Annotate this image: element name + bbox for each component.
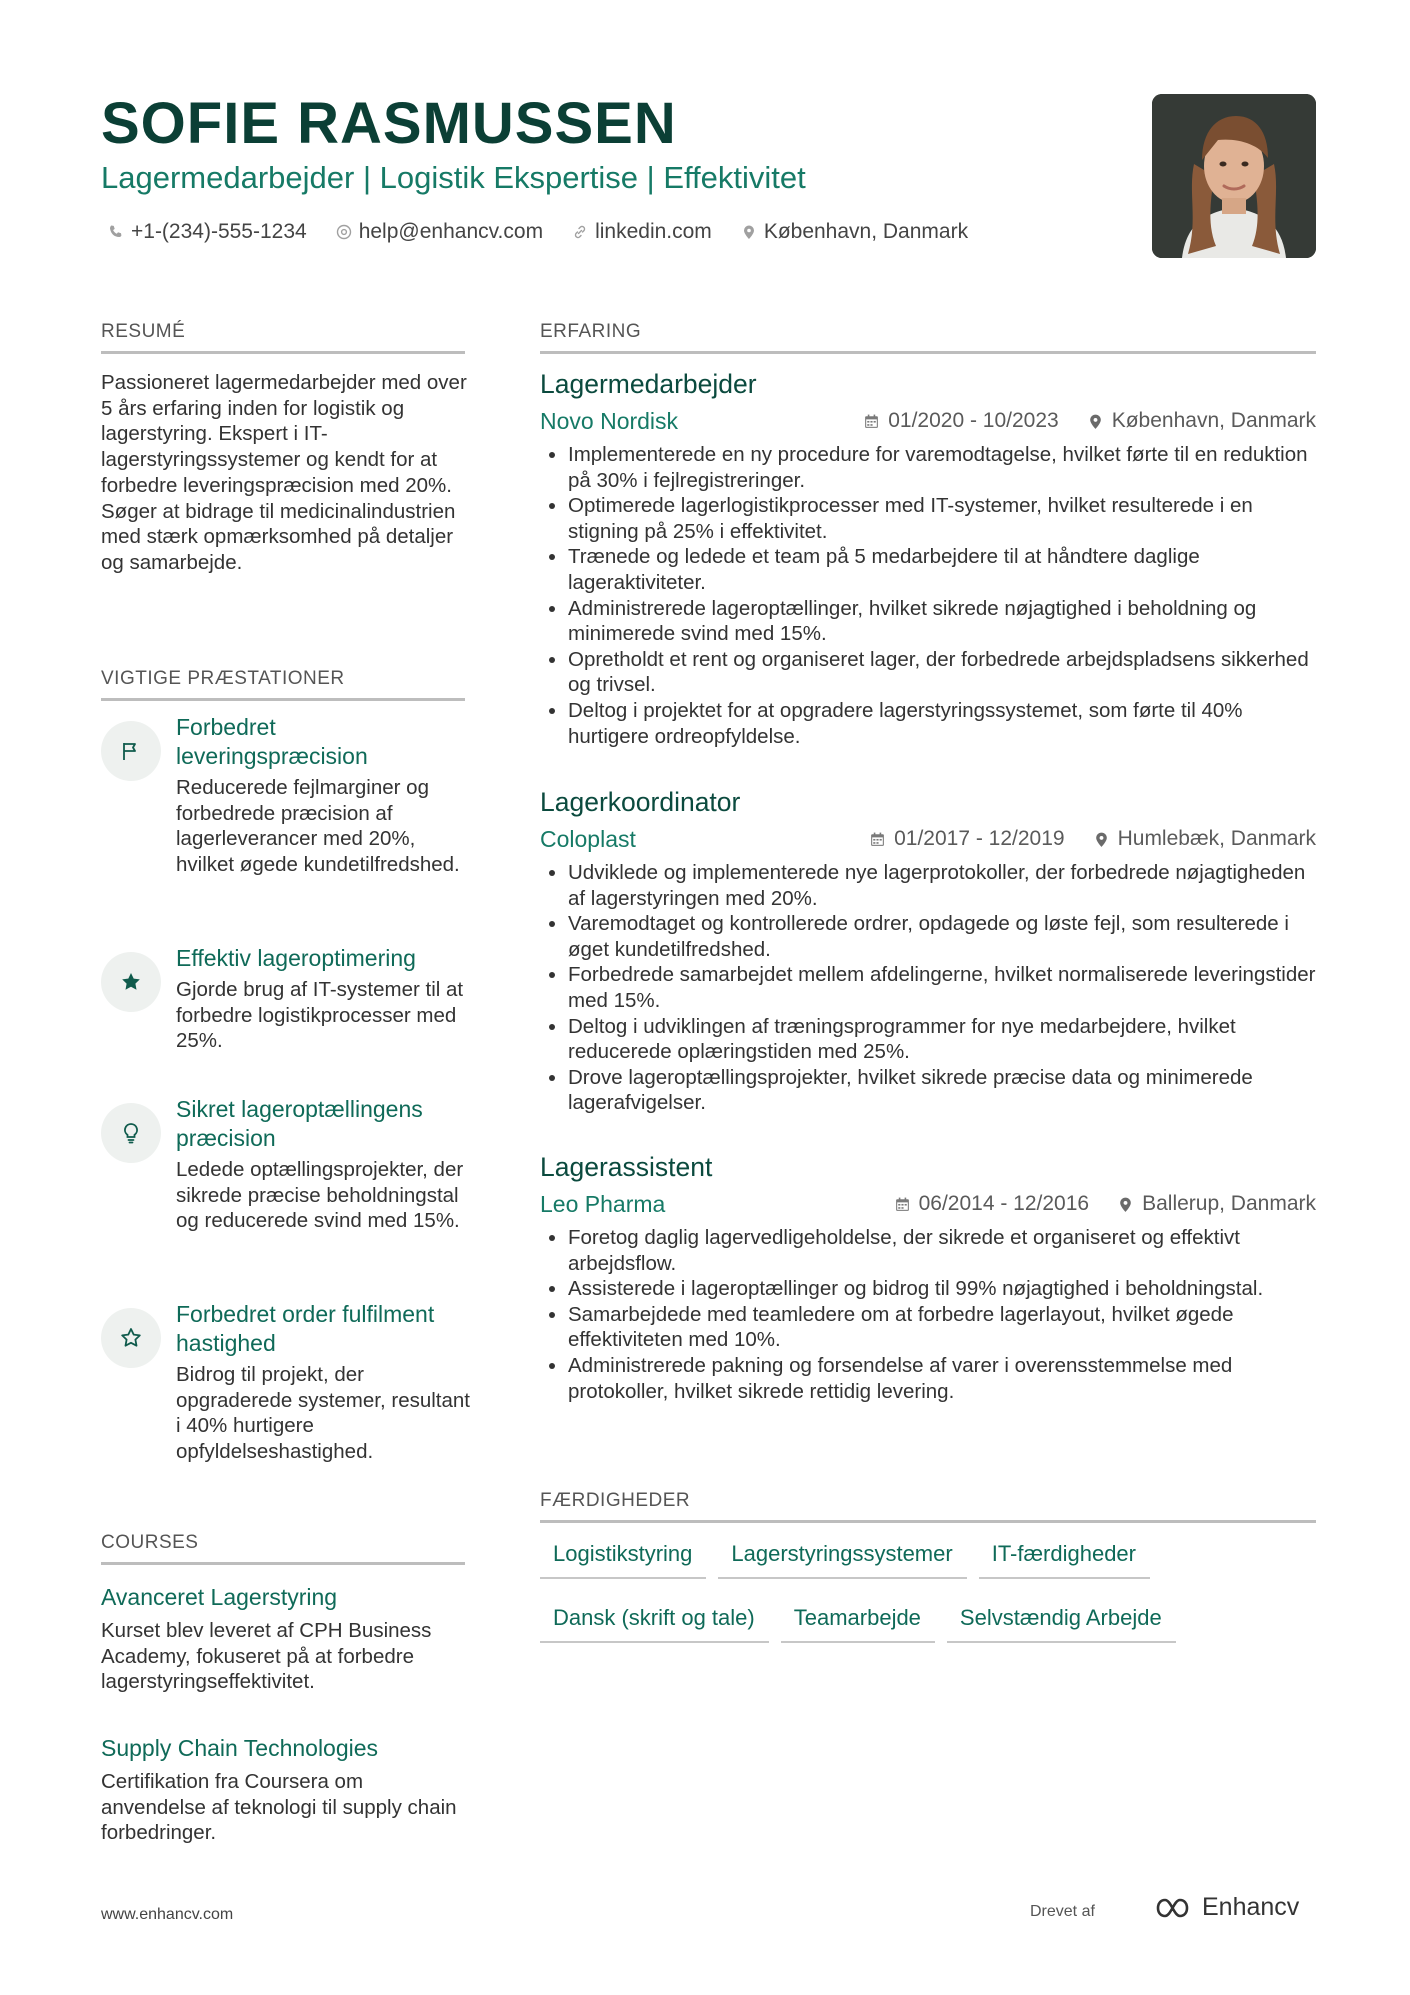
skills-list bbox=[540, 1537, 1316, 1643]
contact-phone[interactable] bbox=[107, 220, 307, 244]
course-title: Supply Chain Technologies bbox=[101, 1735, 379, 1761]
job-bullets bbox=[540, 1225, 1316, 1404]
calendar-icon bbox=[869, 831, 886, 848]
location-icon bbox=[740, 223, 758, 241]
contact-linkedin-text: linkedin.com bbox=[595, 220, 712, 243]
skill-tag: Dansk (skrift og tale) bbox=[540, 1601, 769, 1643]
achievement-title: Forbedret leveringspræcision bbox=[176, 714, 368, 769]
course-desc: Kurset blev leveret af CPH Business Academy, fokuseret på at forbedre lagerstyringseffektivitet. bbox=[101, 1619, 432, 1694]
list-item: • Foretog daglig lagervedligeholdelse, der sikrede et organiseret og effektivt arbejdsflow. bbox=[568, 1225, 1316, 1276]
job-location-text: København, Danmark bbox=[1111, 409, 1316, 432]
section-header-achievements: VIGTIGE PRÆSTATIONER bbox=[101, 668, 465, 701]
contact-linkedin[interactable] bbox=[571, 220, 712, 244]
achievement-title: Effektiv lageroptimering bbox=[176, 945, 416, 971]
skill-tag: IT-færdigheder bbox=[979, 1537, 1150, 1579]
brand-name: Enhancv bbox=[1202, 1893, 1300, 1921]
list-item: • Samarbejdede med teamledere om at forbedre lagerlayout, hvilket øgede effektiviteten med 10%. bbox=[568, 1302, 1316, 1353]
achievement-title: Sikret lageroptællingens præcision bbox=[176, 1096, 423, 1151]
contact-location-text: København, Danmark bbox=[763, 220, 969, 243]
headline: Lagermedarbejder | Logistik Ekspertise | Effektivitet bbox=[101, 160, 806, 195]
skill-tag: Teamarbejde bbox=[781, 1601, 935, 1643]
contact-bar bbox=[107, 220, 968, 244]
list-item: • Opretholdt et rent og organiseret lager, der forbedrede arbejdspladsens sikkerhed og trivsel. bbox=[568, 647, 1316, 698]
course-item bbox=[101, 1583, 471, 1695]
achievement-desc: Bidrog til projekt, der opgraderede systemer, resultant i 40% hurtigere opfyldelseshastighed. bbox=[176, 1363, 470, 1464]
list-item: • Udviklede og implementerede nye lagerprotokoller, der forbedrede nøjagtigheden af lagerstyringen med 20%. bbox=[568, 860, 1316, 911]
achievement-item bbox=[101, 1095, 471, 1234]
course-desc: Certifikation fra Coursera om anvendelse af teknologi til supply chain forbedringer. bbox=[101, 1770, 457, 1845]
job-entry bbox=[540, 368, 1316, 749]
profile-photo bbox=[1152, 94, 1316, 258]
course-title: Avanceret Lagerstyring bbox=[101, 1584, 338, 1610]
job-location bbox=[1087, 409, 1316, 433]
list-item: • Optimerede lagerlogistikprocesser med IT-systemer, hvilket resulterede i en stigning på 25% i effektivitet. bbox=[568, 493, 1316, 544]
job-dates bbox=[869, 827, 1064, 851]
achievement-item bbox=[101, 944, 471, 1054]
achievement-item bbox=[101, 713, 471, 878]
summary-text: Passioneret lagermedarbejder med over 5 års erfaring inden for logistik og lagerstyring. Ekspert i IT-lagerstyringssystemer og kendt for at forbedre leveringspræcision med 20%. Søger at bidrage til medicinalindustrien med stærk opmærksomhed på detaljer og samarbejde. bbox=[101, 371, 467, 574]
list-item: • Trænede og ledede et team på 5 medarbejdere til at håndtere daglige lageraktiviteter. bbox=[568, 544, 1316, 595]
achievement-desc: Gjorde brug af IT-systemer til at forbedre logistikprocesser med 25%. bbox=[176, 978, 464, 1053]
job-meta bbox=[540, 1189, 1316, 1219]
list-item: • Drove lageroptællingsprojekter, hvilket sikrede præcise data og minimerede lagerafvigelser. bbox=[568, 1065, 1316, 1116]
job-title: Lagerkoordinator bbox=[540, 787, 741, 817]
contact-email-text: help@enhancv.com bbox=[358, 220, 544, 243]
skill-tag: Logistikstyring bbox=[540, 1537, 706, 1579]
section-header-summary: RESUMÉ bbox=[101, 321, 465, 354]
footer-url[interactable]: www.enhancv.com bbox=[101, 1906, 234, 1923]
location-icon bbox=[1093, 831, 1110, 848]
enhancv-logo[interactable] bbox=[1148, 1893, 1299, 1922]
job-dates-text: 01/2017 - 12/2019 bbox=[894, 827, 1065, 850]
powered-by-label: Drevet af bbox=[1030, 1903, 1095, 1920]
job-location-text: Humlebæk, Danmark bbox=[1117, 827, 1316, 850]
list-item: • Forbedrede samarbejdet mellem afdelingerne, hvilket normaliserede leveringstider med 15%. bbox=[568, 962, 1316, 1013]
location-icon bbox=[1117, 1196, 1134, 1213]
job-location bbox=[1117, 1192, 1316, 1216]
skill-tag: Lagerstyringssystemer bbox=[718, 1537, 966, 1579]
achievement-item bbox=[101, 1300, 471, 1465]
contact-phone-text: +1-(234)-555-1234 bbox=[131, 220, 307, 243]
achievement-desc: Ledede optællingsprojekter, der sikrede præcise beholdningstal og reducerede svind med 15%. bbox=[176, 1158, 464, 1233]
job-company: Leo Pharma bbox=[540, 1190, 666, 1217]
enhancv-logo-icon bbox=[1148, 1894, 1196, 1922]
location-icon bbox=[1087, 413, 1104, 430]
list-item: • Deltog i projektet for at opgradere lagerstyringssystemet, som førte til 40% hurtigere ordreopfyldelse. bbox=[568, 698, 1316, 749]
job-dates bbox=[894, 1192, 1089, 1216]
lightbulb-icon bbox=[101, 1103, 161, 1163]
star-outline-icon bbox=[101, 1308, 161, 1368]
list-item: • Assisterede i lageroptællinger og bidrog til 99% nøjagtighed i beholdningstal. bbox=[568, 1276, 1316, 1302]
calendar-icon bbox=[894, 1196, 911, 1213]
star-filled-icon bbox=[101, 952, 161, 1012]
job-title: Lagermedarbejder bbox=[540, 369, 757, 399]
flag-icon bbox=[101, 721, 161, 781]
job-entry bbox=[540, 786, 1316, 1116]
phone-icon bbox=[107, 223, 125, 241]
link-icon bbox=[571, 223, 589, 241]
contact-location bbox=[740, 220, 968, 244]
list-item: • Deltog i udviklingen af træningsprogrammer for nye medarbejdere, hvilket reducerede oplæringstiden med 25%. bbox=[568, 1014, 1316, 1065]
job-entry bbox=[540, 1151, 1316, 1404]
contact-email[interactable] bbox=[335, 220, 543, 244]
job-dates bbox=[863, 409, 1058, 433]
at-icon bbox=[335, 223, 353, 241]
skill-tag: Selvstændig Arbejde bbox=[947, 1601, 1176, 1643]
job-bullets bbox=[540, 860, 1316, 1116]
job-dates-text: 01/2020 - 10/2023 bbox=[888, 409, 1059, 432]
job-dates-text: 06/2014 - 12/2016 bbox=[918, 1192, 1090, 1215]
list-item: • Administrerede lageroptællinger, hvilket sikrede nøjagtighed i beholdning og minimerede svind med 15%. bbox=[568, 596, 1316, 647]
course-item bbox=[101, 1734, 471, 1846]
job-location bbox=[1093, 827, 1316, 851]
list-item: • Varemodtaget og kontrollerede ordrer, opdagede og løste fejl, som resulterede i øget kundetilfredshed. bbox=[568, 911, 1316, 962]
achievement-title: Forbedret order fulfilment hastighed bbox=[176, 1301, 435, 1356]
job-company: Coloplast bbox=[540, 825, 636, 852]
section-header-experience: ERFARING bbox=[540, 321, 1316, 354]
section-header-skills: FÆRDIGHEDER bbox=[540, 1490, 1316, 1523]
job-meta bbox=[540, 824, 1316, 854]
job-location-text: Ballerup, Danmark bbox=[1142, 1192, 1316, 1215]
candidate-name: SOFIE RASMUSSEN bbox=[101, 91, 677, 156]
job-meta bbox=[540, 406, 1316, 436]
job-company: Novo Nordisk bbox=[540, 407, 679, 434]
job-title: Lagerassistent bbox=[540, 1152, 713, 1182]
section-header-courses: COURSES bbox=[101, 1532, 465, 1565]
list-item: • Administrerede pakning og forsendelse af varer i overensstemmelse med protokoller, hvilket sikrede rettidig levering. bbox=[568, 1353, 1316, 1404]
calendar-icon bbox=[863, 413, 880, 430]
achievement-desc: Reducerede fejlmarginer og forbedrede præcision af lagerleverancer med 20%, hvilket øgede kundetilfredshed. bbox=[176, 776, 460, 877]
job-bullets bbox=[540, 442, 1316, 749]
list-item: • Implementerede en ny procedure for varemodtagelse, hvilket førte til en reduktion på 30% i fejlregistreringer. bbox=[568, 442, 1316, 493]
